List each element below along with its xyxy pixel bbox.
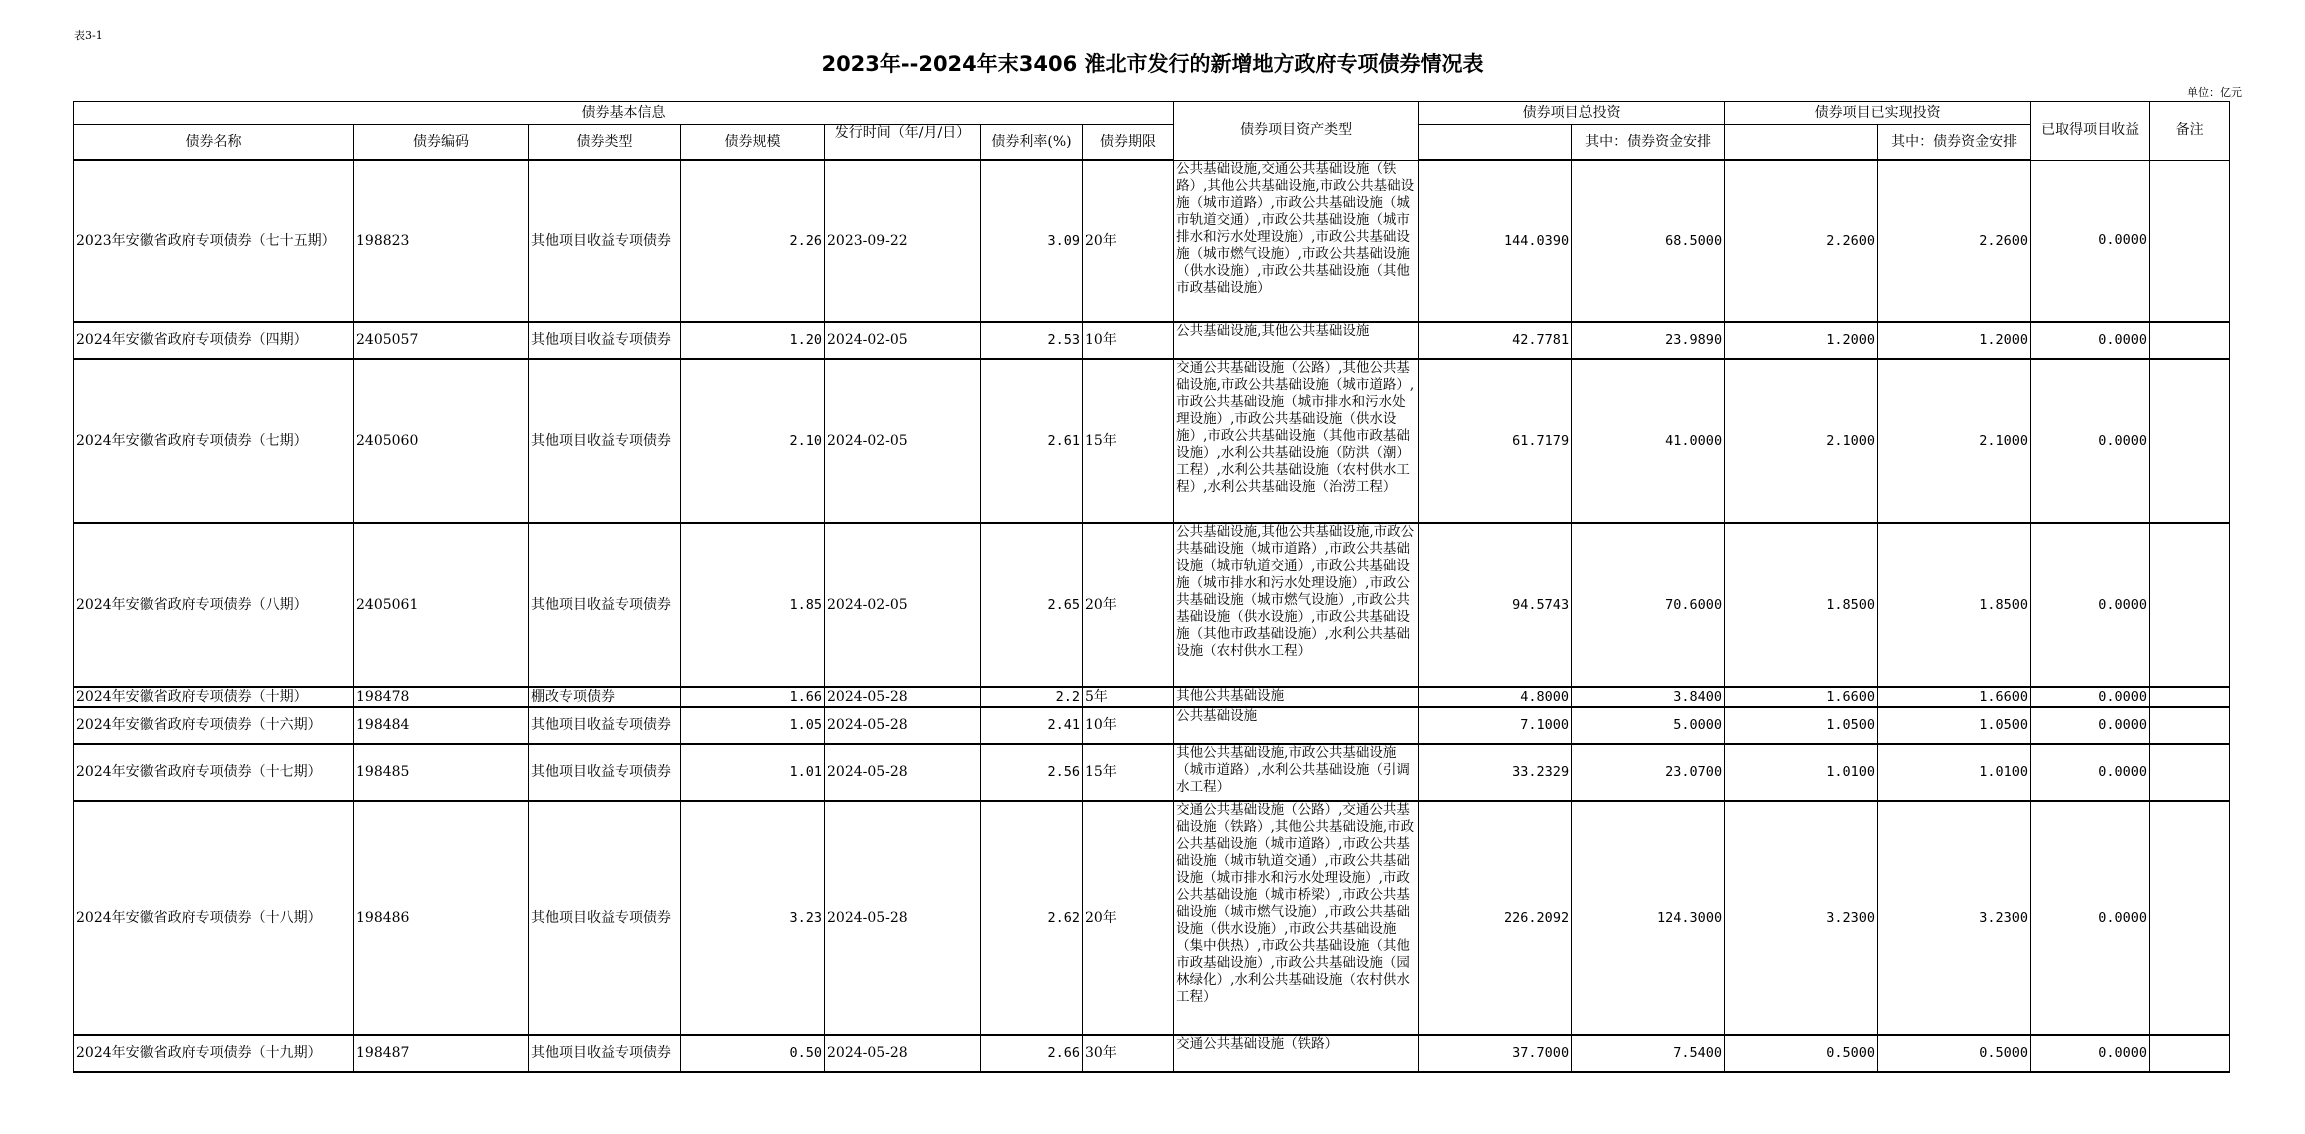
asset-type-cell: 交通公共基础设施（公路）,其他公共基础设施,市政公共基础设施（城市道路）,市政公共基础设施（城市排水和污水处理设施）,市政公共基础设施（供水设施）,市政公共基础设施（其他市政基础设施）,水利公共基础设施（防洪（潮）工程）,水利公共基础设施（农村供水工程）,水利公共基础设施（治涝工程） [1174,359,1419,523]
bond-table [73,101,2230,1073]
total-bond-funds-cell: 7.5400 [1572,1035,1725,1072]
total-investment-cell: 94.5743 [1419,523,1572,687]
issue-date-cell: 2024-02-05 [825,523,981,687]
total-bond-funds-cell: 23.9890 [1572,322,1725,359]
remark-cell [2150,744,2230,801]
bond-term-cell: 10年 [1083,322,1174,359]
header-income: 已取得项目收益 [2031,102,2150,161]
bond-term-cell: 20年 [1083,160,1174,322]
total-investment-cell: 4.8000 [1419,687,1572,707]
realized-bond-funds-cell: 1.0100 [1878,744,2031,801]
bond-type-cell: 其他项目收益专项债券 [529,744,681,801]
bond-name-cell: 2024年安徽省政府专项债券（四期） [74,322,354,359]
issue-date-cell: 2024-05-28 [825,801,981,1035]
asset-type-cell: 交通公共基础设施（公路）,交通公共基础设施（铁路）,其他公共基础设施,市政公共基础设施（城市道路）,市政公共基础设施（城市轨道交通）,市政公共基础设施（城市排水和污水处理设施）,市政公共基础设施（城市桥梁）,市政公共基础设施（城市燃气设施）,市政公共基础设施（供水设施）,市政公共基础设施（集中供热）,市政公共基础设施（其他市政基础设施）,市政公共基础设施（园林绿化）,水利公共基础设施（农村供水工程） [1174,801,1419,1035]
bond-name-cell: 2024年安徽省政府专项债券（十九期） [74,1035,354,1072]
realized-bond-funds-cell: 1.6600 [1878,687,2031,707]
realized-investment-cell: 1.2000 [1725,322,1878,359]
realized-bond-funds-cell: 2.1000 [1878,359,2031,523]
sheet-tag: 表3-1 [74,29,103,42]
total-investment-cell: 33.2329 [1419,744,1572,801]
remark-cell [2150,707,2230,744]
bond-rate-cell: 2.66 [981,1035,1083,1072]
total-bond-funds-cell: 68.5000 [1572,160,1725,322]
header-issue-date: 发行时间（年/月/日） [825,125,981,161]
bond-rate-cell: 2.53 [981,322,1083,359]
bond-name-cell: 2024年安徽省政府专项债券（十六期） [74,707,354,744]
bond-rate-cell: 2.56 [981,744,1083,801]
realized-investment-cell: 2.1000 [1725,359,1878,523]
issue-date-cell: 2024-05-28 [825,1035,981,1072]
bond-type-cell: 其他项目收益专项债券 [529,160,681,322]
project-income-cell: 0.0000 [2031,1035,2150,1072]
table-row [74,359,2230,523]
total-bond-funds-cell: 5.0000 [1572,707,1725,744]
realized-bond-funds-cell: 2.2600 [1878,160,2031,322]
bond-code-cell: 198484 [354,707,529,744]
total-bond-funds-cell: 124.3000 [1572,801,1725,1035]
table-row [74,523,2230,687]
header-term: 债券期限 [1083,125,1174,161]
bond-name-cell: 2024年安徽省政府专项债券（十八期） [74,801,354,1035]
header-total-empty [1419,125,1572,161]
header-rate: 债券利率(%) [981,125,1083,161]
asset-type-cell: 其他公共基础设施,市政公共基础设施（城市道路）,水利公共基础设施（引调水工程） [1174,744,1419,801]
asset-type-cell: 交通公共基础设施（铁路） [1174,1035,1419,1072]
total-investment-cell: 226.2092 [1419,801,1572,1035]
realized-investment-cell: 1.6600 [1725,687,1878,707]
bond-rate-cell: 2.41 [981,707,1083,744]
bond-code-cell: 198478 [354,687,529,707]
bond-scale-cell: 1.66 [681,687,825,707]
realized-investment-cell: 3.2300 [1725,801,1878,1035]
total-investment-cell: 37.7000 [1419,1035,1572,1072]
bond-type-cell: 其他项目收益专项债券 [529,322,681,359]
header-type: 债券类型 [529,125,681,161]
total-bond-funds-cell: 23.0700 [1572,744,1725,801]
remark-cell [2150,359,2230,523]
total-investment-cell: 61.7179 [1419,359,1572,523]
header-asset-type: 债券项目资产类型 [1174,102,1419,161]
project-income-cell: 0.0000 [2031,322,2150,359]
realized-bond-funds-cell: 1.8500 [1878,523,2031,687]
bond-scale-cell: 1.20 [681,322,825,359]
bond-type-cell: 其他项目收益专项债券 [529,1035,681,1072]
header-sub-total: 其中：债券资金安排 [1572,125,1725,161]
asset-type-cell: 其他公共基础设施 [1174,687,1419,707]
asset-type-cell: 公共基础设施 [1174,707,1419,744]
remark-cell [2150,1035,2230,1072]
issue-date-cell: 2024-02-05 [825,359,981,523]
bond-type-cell: 其他项目收益专项债券 [529,523,681,687]
bond-rate-cell: 2.65 [981,523,1083,687]
project-income-cell: 0.0000 [2031,160,2150,322]
bond-code-cell: 198486 [354,801,529,1035]
bond-term-cell: 15年 [1083,359,1174,523]
bond-scale-cell: 3.23 [681,801,825,1035]
header-code: 债券编码 [354,125,529,161]
realized-bond-funds-cell: 1.0500 [1878,707,2031,744]
realized-investment-cell: 2.2600 [1725,160,1878,322]
header-sub-done: 其中：债券资金安排 [1878,125,2031,161]
header-row-2 [74,125,2230,161]
page-title: 2023年--2024年末3406 淮北市发行的新增地方政府专项债券情况表 [821,52,1484,76]
bond-code-cell: 2405057 [354,322,529,359]
bond-code-cell: 198487 [354,1035,529,1072]
bond-code-cell: 2405061 [354,523,529,687]
realized-investment-cell: 0.5000 [1725,1035,1878,1072]
total-investment-cell: 42.7781 [1419,322,1572,359]
realized-investment-cell: 1.0500 [1725,707,1878,744]
issue-date-cell: 2024-05-28 [825,744,981,801]
header-group-basic: 债券基本信息 [74,102,1174,125]
issue-date-cell: 2023-09-22 [825,160,981,322]
bond-scale-cell: 2.26 [681,160,825,322]
asset-type-cell: 公共基础设施,其他公共基础设施 [1174,322,1419,359]
bond-rate-cell: 2.61 [981,359,1083,523]
bond-scale-cell: 0.50 [681,1035,825,1072]
bond-code-cell: 198485 [354,744,529,801]
bond-type-cell: 棚改专项债券 [529,687,681,707]
issue-date-cell: 2024-02-05 [825,322,981,359]
bond-name-cell: 2024年安徽省政府专项债券（八期） [74,523,354,687]
total-investment-cell: 7.1000 [1419,707,1572,744]
bond-scale-cell: 2.10 [681,359,825,523]
project-income-cell: 0.0000 [2031,687,2150,707]
project-income-cell: 0.0000 [2031,359,2150,523]
bond-name-cell: 2023年安徽省政府专项债券（七十五期） [74,160,354,322]
asset-type-cell: 公共基础设施,其他公共基础设施,市政公共基础设施（城市道路）,市政公共基础设施（城市轨道交通）,市政公共基础设施（城市排水和污水处理设施）,市政公共基础设施（城市燃气设施）,市政公共基础设施（供水设施）,市政公共基础设施（其他市政基础设施）,水利公共基础设施（农村供水工程） [1174,523,1419,687]
bond-rate-cell: 2.2 [981,687,1083,707]
project-income-cell: 0.0000 [2031,707,2150,744]
project-income-cell: 0.0000 [2031,801,2150,1035]
header-done-empty [1725,125,1878,161]
table-row [74,687,2230,707]
total-bond-funds-cell: 3.8400 [1572,687,1725,707]
bond-term-cell: 20年 [1083,801,1174,1035]
total-bond-funds-cell: 70.6000 [1572,523,1725,687]
table-row [74,322,2230,359]
bond-type-cell: 其他项目收益专项债券 [529,801,681,1035]
project-income-cell: 0.0000 [2031,744,2150,801]
header-row-1 [74,102,2230,125]
bond-name-cell: 2024年安徽省政府专项债券（十期） [74,687,354,707]
remark-cell [2150,322,2230,359]
bond-code-cell: 198823 [354,160,529,322]
realized-bond-funds-cell: 0.5000 [1878,1035,2031,1072]
issue-date-cell: 2024-05-28 [825,707,981,744]
realized-bond-funds-cell: 3.2300 [1878,801,2031,1035]
bond-term-cell: 5年 [1083,687,1174,707]
asset-type-cell: 公共基础设施,交通公共基础设施（铁路）,其他公共基础设施,市政公共基础设施（城市道路）,市政公共基础设施（城市轨道交通）,市政公共基础设施（城市排水和污水处理设施）,市政公共基础设施（城市燃气设施）,市政公共基础设施（供水设施）,市政公共基础设施（其他市政基础设施） [1174,160,1419,322]
issue-date-cell: 2024-05-28 [825,687,981,707]
realized-investment-cell: 1.0100 [1725,744,1878,801]
bond-scale-cell: 1.05 [681,707,825,744]
total-investment-cell: 144.0390 [1419,160,1572,322]
remark-cell [2150,801,2230,1035]
bond-term-cell: 15年 [1083,744,1174,801]
project-income-cell: 0.0000 [2031,523,2150,687]
bond-term-cell: 30年 [1083,1035,1174,1072]
unit-label: 单位：亿元 [2187,86,2242,99]
remark-cell [2150,523,2230,687]
bond-type-cell: 其他项目收益专项债券 [529,707,681,744]
table-row [74,160,2230,322]
table-row [74,1035,2230,1072]
realized-bond-funds-cell: 1.2000 [1878,322,2031,359]
table-row [74,801,2230,1035]
bond-rate-cell: 3.09 [981,160,1083,322]
header-remark: 备注 [2150,102,2230,161]
realized-investment-cell: 1.8500 [1725,523,1878,687]
header-name: 债券名称 [74,125,354,161]
remark-cell [2150,687,2230,707]
total-bond-funds-cell: 41.0000 [1572,359,1725,523]
header-scale: 债券规模 [681,125,825,161]
header-group-total: 债券项目总投资 [1419,102,1725,125]
bond-type-cell: 其他项目收益专项债券 [529,359,681,523]
bond-code-cell: 2405060 [354,359,529,523]
bond-name-cell: 2024年安徽省政府专项债券（七期） [74,359,354,523]
table-row [74,707,2230,744]
table-row [74,744,2230,801]
remark-cell [2150,160,2230,322]
bond-term-cell: 20年 [1083,523,1174,687]
bond-scale-cell: 1.01 [681,744,825,801]
bond-rate-cell: 2.62 [981,801,1083,1035]
bond-term-cell: 10年 [1083,707,1174,744]
bond-scale-cell: 1.85 [681,523,825,687]
bond-name-cell: 2024年安徽省政府专项债券（十七期） [74,744,354,801]
header-group-done: 债券项目已实现投资 [1725,102,2031,125]
